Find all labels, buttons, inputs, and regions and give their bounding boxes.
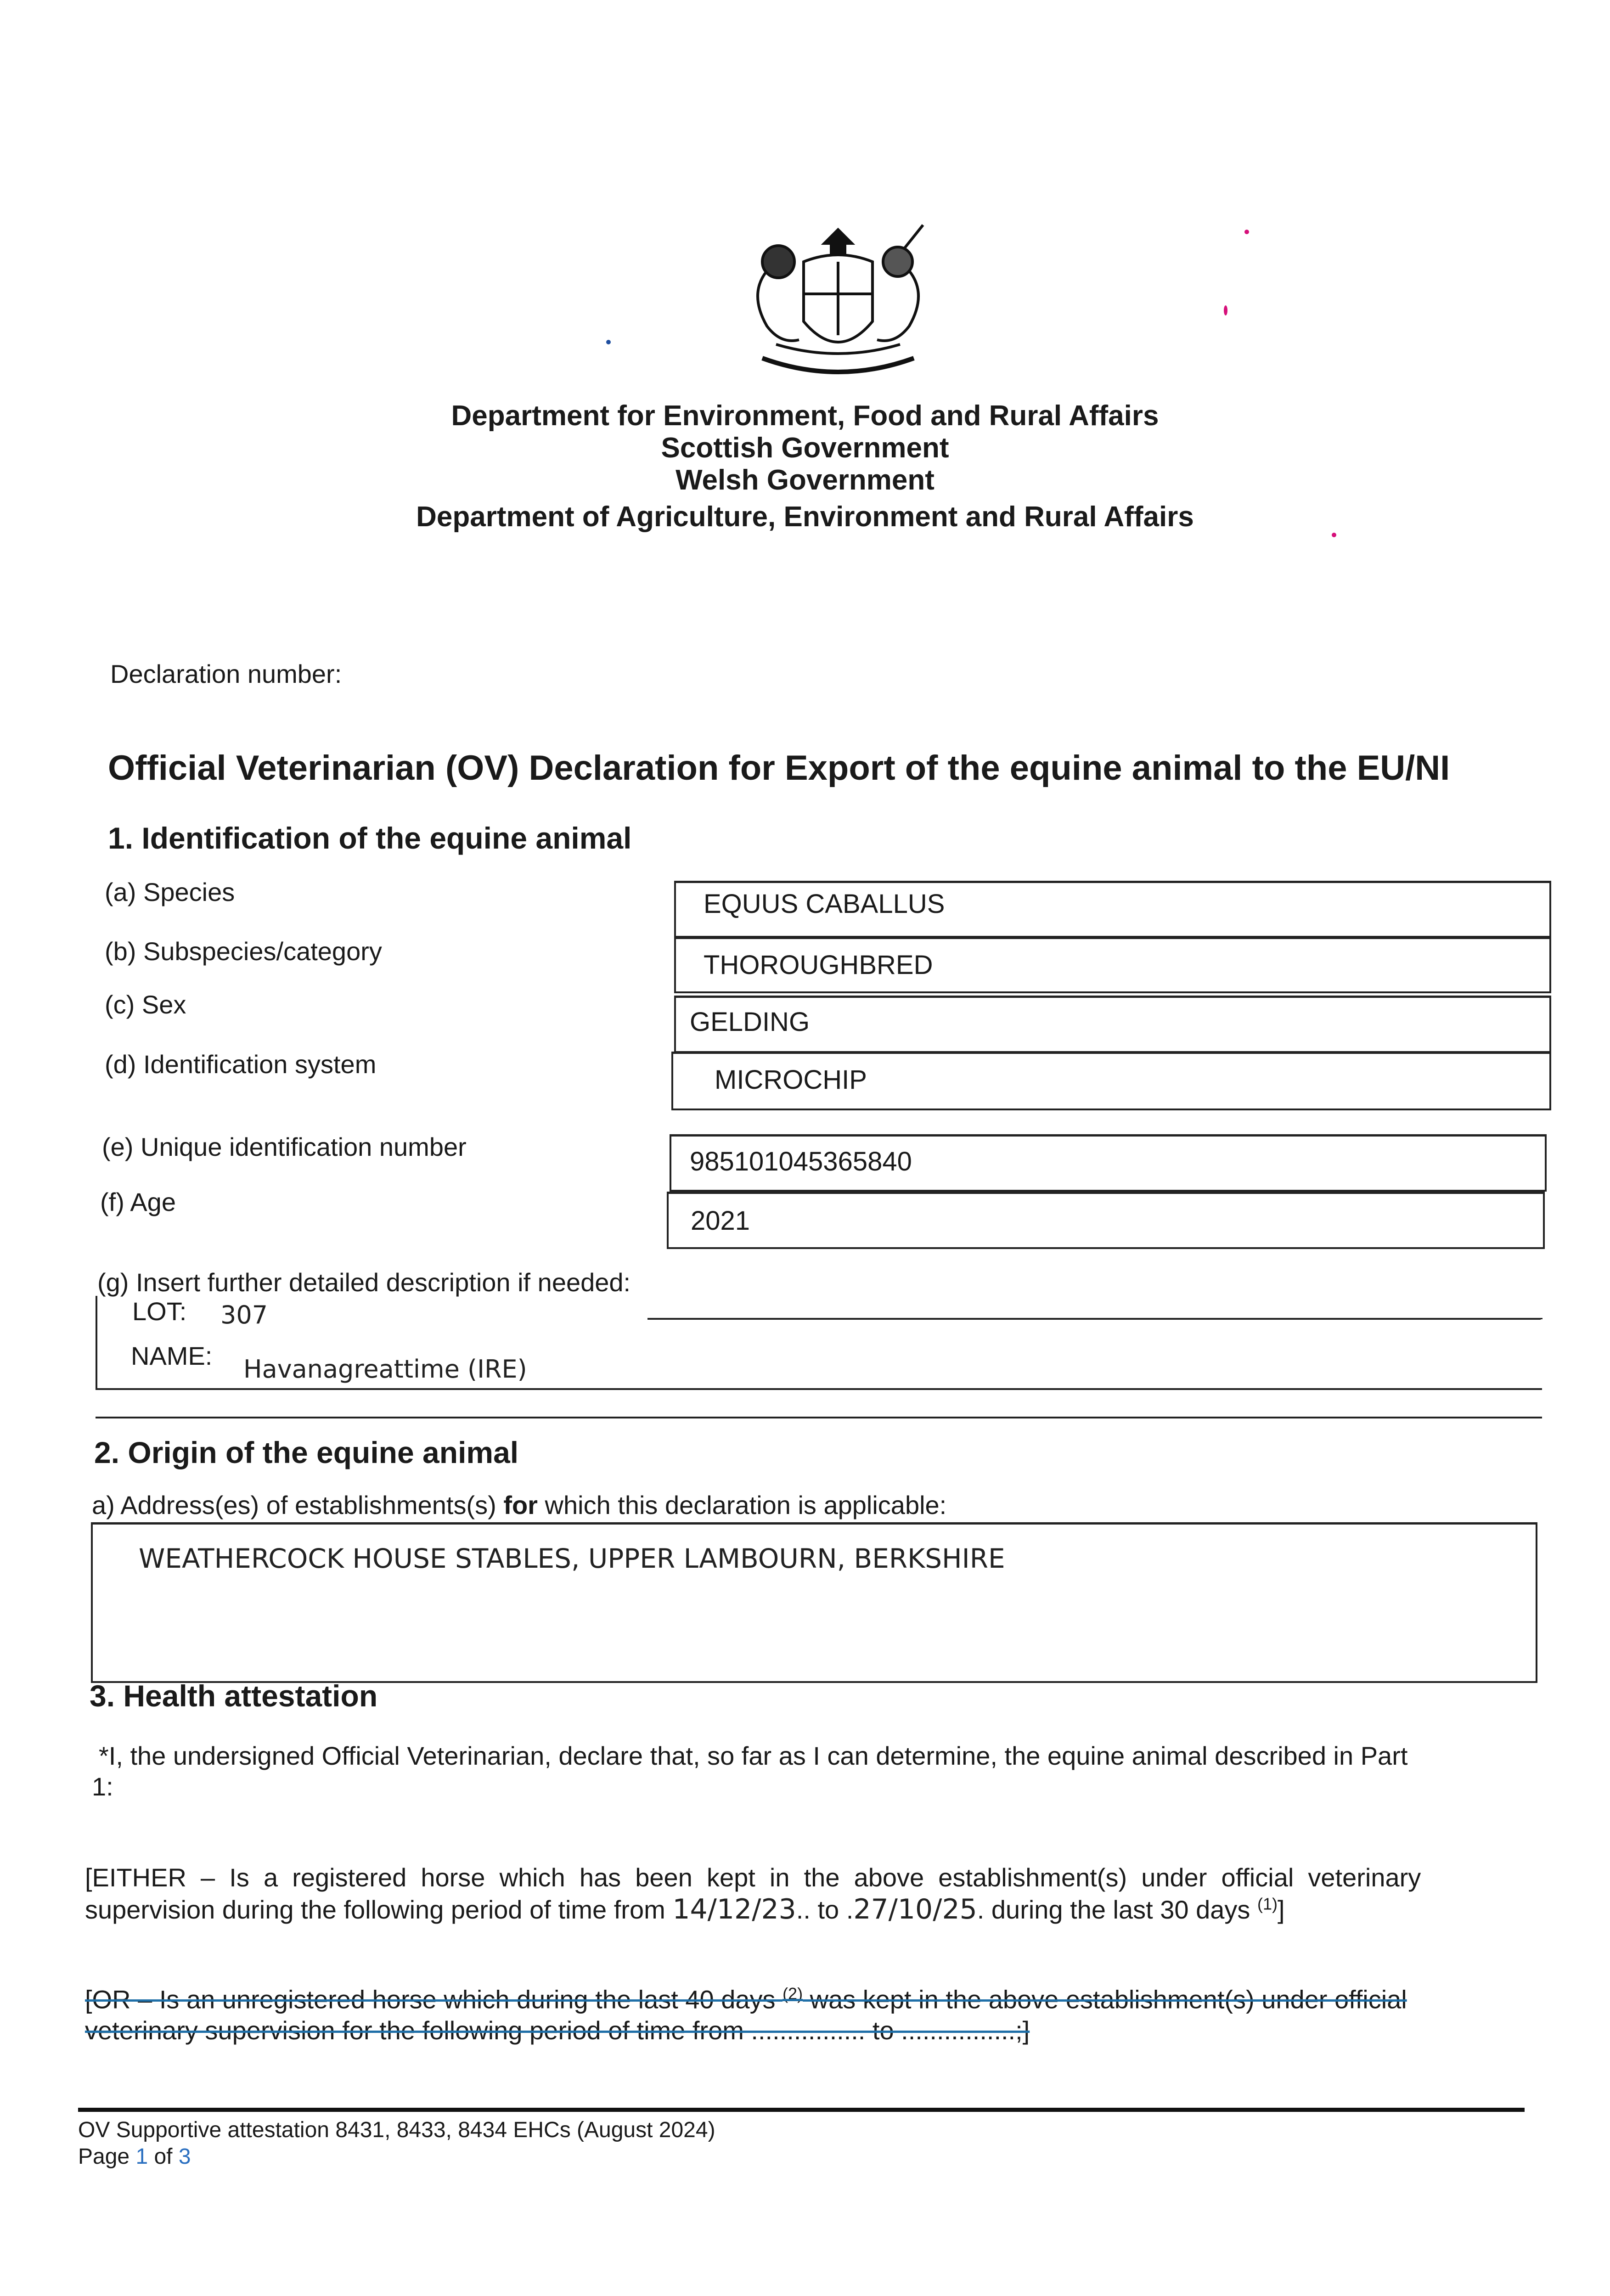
scan-speck (606, 340, 611, 344)
department-name-scottish: Scottish Government (661, 432, 949, 464)
health-attestation-intro-line2: 1: (92, 1772, 113, 1801)
department-name-welsh: Welsh Government (676, 464, 934, 496)
page-number (78, 2144, 715, 2170)
address-value: WEATHERCOCK HOUSE STABLES, UPPER LAMBOURN, BERKSHIRE (139, 1543, 1005, 1574)
age-field (667, 1192, 1545, 1249)
scan-speck (1332, 533, 1336, 537)
either-footnote-ref: (1) (1257, 1894, 1278, 1913)
section1-bottom-rule (96, 1417, 1542, 1418)
species-label: (a) Species (105, 878, 235, 906)
species-value: EQUUS CABALLUS (704, 889, 945, 919)
either-line2-post: . during the last 30 days (977, 1895, 1257, 1925)
section1-heading: 1. Identification of the equine animal (108, 821, 632, 855)
health-attestation-intro (92, 1740, 1538, 1802)
page-title: Official Veterinarian (OV) Declaration for Export of the equine animal to the EU/NI (108, 748, 1450, 788)
age-label: (f) Age (100, 1187, 176, 1216)
or-statement-struck (85, 1984, 1541, 2046)
or-line2: veterinary supervision for the following period of time from ................ to ................;] (85, 2015, 1030, 2045)
species-field (674, 881, 1551, 939)
date-to-dot: . (846, 1895, 854, 1925)
scan-speck (1224, 305, 1227, 315)
page-current: 1 (135, 2144, 148, 2169)
either-line2-mid: to (810, 1895, 846, 1925)
unique-id-label: (e) Unique identification number (102, 1132, 467, 1161)
subspecies-field (674, 936, 1551, 993)
footer-attestation-ref: OV Supportive attestation 8431, 8433, 8434 EHCs (August 2024) (78, 2118, 715, 2142)
description-label: (g) Insert further detailed description if needed: (97, 1268, 631, 1297)
description-box-top-rule (647, 1318, 1541, 1320)
date-to: 27/10/25 (853, 1893, 977, 1926)
identification-system-value: MICROCHIP (715, 1065, 867, 1095)
name-value: Havanagreattime (IRE) (243, 1355, 527, 1384)
subspecies-value: THOROUGHBRED (704, 950, 933, 980)
or-line1-pre: [OR – Is an unregistered horse which during the last 40 days (85, 1985, 783, 2014)
age-value: 2021 (691, 1206, 750, 1236)
section3-heading: 3. Health attestation (90, 1679, 378, 1713)
address-label (92, 1492, 946, 1518)
description-box-edge (1541, 1318, 1542, 1319)
section2-heading: 2. Origin of the equine animal (94, 1435, 519, 1469)
scan-speck (1244, 230, 1249, 234)
either-statement (85, 1862, 1541, 1926)
declaration-number-label: Declaration number: (110, 659, 342, 688)
date-from: 14/12/23 (672, 1893, 796, 1926)
either-line1: [EITHER – Is a registered horse which has been kept in the above establishment(s) under official veterinary (85, 1863, 1421, 1892)
department-name-defra: Department for Environment, Food and Rural Affairs (451, 400, 1159, 432)
either-line2 (85, 1893, 1541, 1926)
name-label: NAME: (131, 1341, 213, 1370)
health-attestation-intro-line1: *I, the undersigned Official Veterinarian, declare that, so far as I can determine, the equine animal described in Part (99, 1741, 1408, 1770)
sex-value: GELDING (690, 1007, 810, 1037)
footer-rule (78, 2108, 1525, 2112)
footer (78, 2117, 715, 2170)
page-word: Page (78, 2144, 136, 2169)
identification-system-field (671, 1052, 1551, 1110)
address-label-post: which this declaration is applicable: (537, 1491, 947, 1519)
or-line1-post: was kept in the above establishment(s) under official (803, 1985, 1407, 2014)
unique-id-field (670, 1134, 1547, 1192)
page-total: 3 (178, 2144, 191, 2169)
sex-field (674, 996, 1551, 1053)
date-from-dots: .. (796, 1895, 811, 1925)
of-word: of (148, 2144, 179, 2169)
address-field (91, 1522, 1537, 1683)
department-name-daera: Department of Agriculture, Environment and Rural Affairs (416, 501, 1194, 533)
or-footnote-ref: (2) (782, 1984, 803, 2003)
sex-label: (c) Sex (105, 990, 186, 1019)
unique-id-value: 985101045365840 (690, 1147, 912, 1176)
subspecies-label: (b) Subspecies/category (105, 937, 382, 966)
or-line1 (85, 1984, 1541, 2015)
either-line2-pre: supervision during the following period of time from (85, 1895, 673, 1925)
royal-coat-of-arms-icon (735, 220, 941, 381)
identification-system-label: (d) Identification system (105, 1050, 377, 1079)
either-end: ] (1277, 1895, 1285, 1925)
lot-label: LOT: (132, 1297, 187, 1326)
lot-value: 307 (220, 1300, 268, 1329)
address-label-bold: for (503, 1491, 538, 1519)
address-label-pre: a) Address(es) of establishments(s) (92, 1491, 504, 1519)
